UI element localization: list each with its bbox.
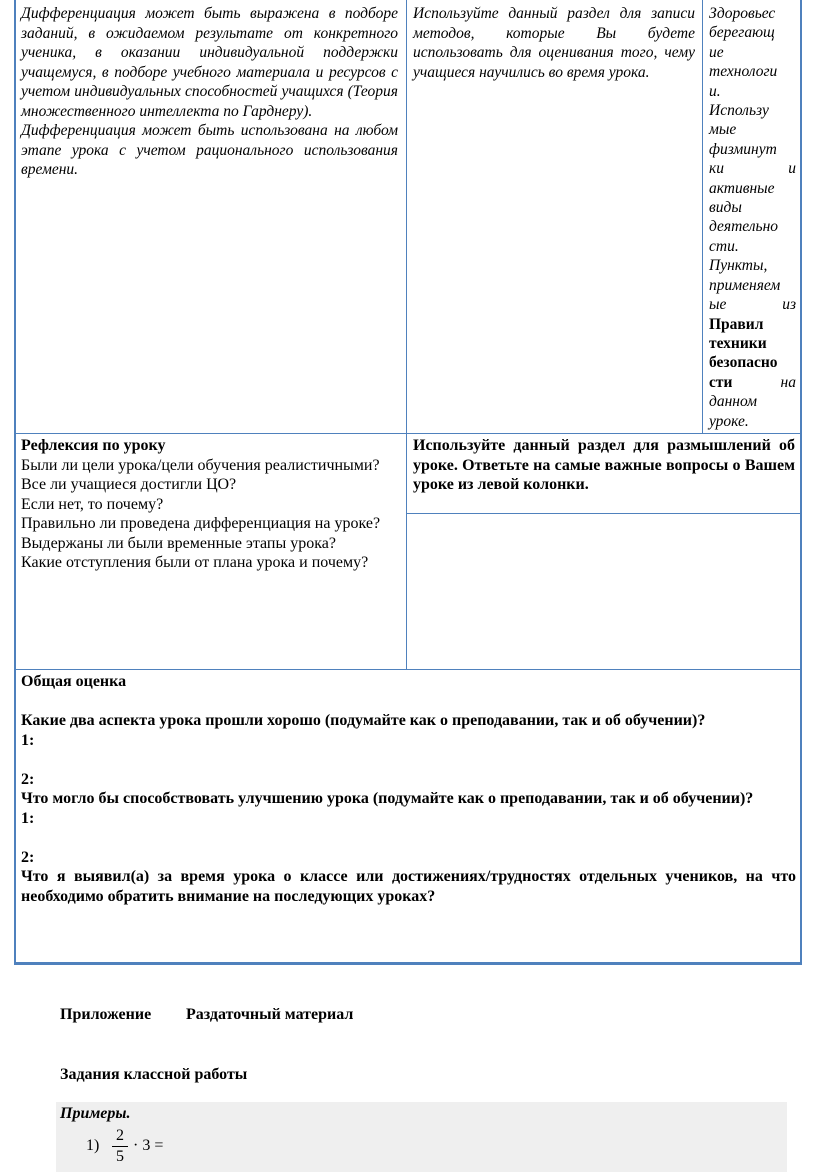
appendix-label: Приложение: [60, 1006, 152, 1023]
fraction: [112, 1127, 128, 1166]
answer-number: 2:: [21, 770, 35, 788]
health-bold-line: безопасно: [709, 354, 778, 372]
health-line: технологи: [709, 63, 778, 81]
health-line: применяем: [709, 276, 781, 294]
reflection-question: Были ли цели урока/цели обучения реалистичными?: [21, 456, 380, 474]
reflection-heading: Рефлексия по уроку: [21, 437, 166, 454]
assessment-cell: [413, 4, 695, 82]
health-line: уроке.: [709, 412, 749, 430]
differentiation-cell: [21, 4, 398, 180]
health-line: Пункты,: [709, 257, 768, 275]
health-line: Здоровьес: [709, 5, 776, 22]
health-bold-line: техники: [709, 334, 767, 352]
health-line: деятельно: [709, 218, 779, 236]
health-line: сти на: [709, 373, 796, 391]
reflection-instruction: Используйте данный раздел для размышлений об уроке. Ответьте на самые важные вопросы о Вашем уроке из левой колонки.: [413, 437, 795, 493]
general-heading: Общая оценка: [21, 673, 127, 690]
examples-label: Примеры.: [60, 1105, 131, 1122]
answer-number: 2:: [21, 848, 35, 866]
general-question: Какие два аспекта урока прошли хорошо (подумайте как о преподавании, так и об обучении)?: [21, 712, 706, 729]
health-line: Использу: [709, 102, 769, 120]
health-line: ие: [709, 43, 724, 61]
health-bold-line: Правил: [709, 315, 764, 333]
example-expression: · 3 =: [133, 1137, 164, 1154]
fraction-denominator: 5: [116, 1148, 124, 1165]
reflection-question: Все ли учащиеся достигли ЦО?: [21, 476, 237, 493]
health-technologies-cell: [709, 4, 796, 431]
health-line: данном: [709, 393, 758, 411]
health-line: ки и: [709, 160, 796, 178]
assessment-text: Используйте данный раздел для записи методов, которые Вы будете использовать для оценивания того, чему учащиеся научились во время урока.: [413, 5, 695, 81]
example-number: 1): [86, 1137, 100, 1154]
reflection-question: Правильно ли проведена дифференциация на уроке?: [21, 515, 381, 532]
general-assessment-cell: [21, 672, 796, 906]
answer-number: 1:: [21, 809, 35, 827]
classwork-heading: Задания классной работы: [60, 1066, 248, 1083]
health-line: физминут: [709, 140, 777, 158]
reflection-question: Если нет, то почему?: [21, 495, 164, 513]
reflection-cell: [21, 436, 398, 573]
examples-block: [56, 1102, 787, 1172]
reflection-question: Выдержаны ли были временные этапы урока?: [21, 534, 336, 552]
appendix-title: Раздаточный материал: [186, 1006, 354, 1023]
reflection-question: Какие отступления были от плана урока и почему?: [21, 554, 369, 571]
row-divider: [14, 433, 802, 434]
differentiation-text: Дифференциация может быть выражена в подборе заданий, в ожидаемом результате от конкретного ученика, в оказании индивидуальной поддержки учащемуся, в подборе учебного материала и ресурсов с учетом индивидуальных способностей учащихся (Теория множественного интеллекта по Гарднеру).: [21, 5, 398, 120]
health-line: ые из: [709, 296, 796, 314]
health-line: сти.: [709, 237, 739, 255]
health-line: и.: [709, 82, 721, 100]
health-line: мые: [709, 121, 737, 139]
health-line: виды: [709, 199, 742, 217]
health-line: активные: [709, 179, 775, 197]
answer-number: 1:: [21, 731, 35, 749]
fraction-numerator: 2: [116, 1127, 124, 1144]
fraction-bar: [112, 1146, 128, 1147]
general-question: Что могло бы способствовать улучшению урока (подумайте как о преподавании, так и об обучении)?: [21, 790, 754, 807]
row-divider: [14, 669, 802, 670]
general-question: Что я выявил(а) за время урока о классе или достижениях/трудностях отдельных учеников, на что необходимо обратить внимание на последующих уроках?: [21, 868, 796, 905]
reflection-answer-area[interactable]: [407, 514, 801, 668]
health-line: берегающ: [709, 24, 775, 42]
differentiation-text: Дифференциация может быть использована на любом этапе урока с учетом рационального использования времени.: [21, 122, 398, 178]
column-divider: [702, 0, 703, 433]
